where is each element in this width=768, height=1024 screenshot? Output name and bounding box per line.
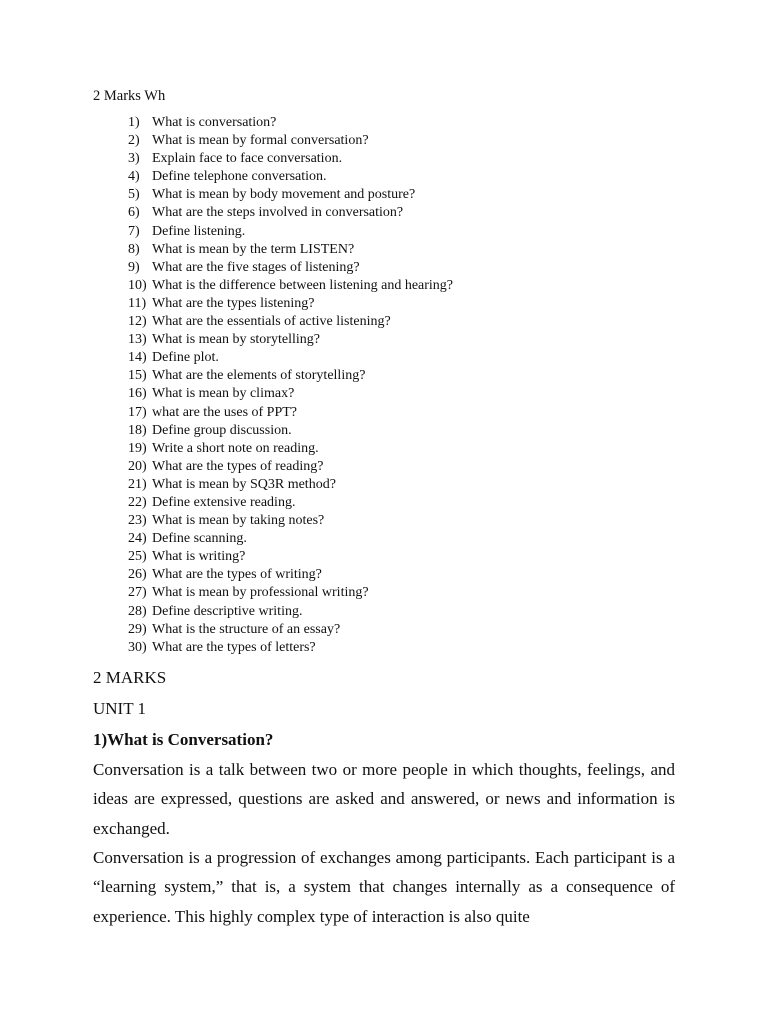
question-text: What is mean by body movement and posture? (152, 187, 416, 203)
question-number: 21) (128, 476, 147, 492)
question-number: 2) (128, 133, 140, 149)
question-item (128, 404, 453, 422)
question-item (128, 530, 453, 548)
question-number: 27) (128, 585, 147, 601)
question-text: What is conversation? (152, 115, 277, 130)
question-list (128, 114, 453, 657)
marks-heading: 2 MARKS (93, 668, 167, 687)
question-number: 19) (128, 440, 147, 456)
question-number: 1) (128, 115, 140, 130)
question-number: 24) (128, 531, 147, 547)
unit-heading: UNIT 1 (93, 699, 147, 718)
question-item (128, 349, 453, 367)
question-number: 23) (128, 513, 147, 529)
question-text: What is mean by taking notes? (152, 513, 325, 529)
answer-paragraph-2: Conversation is a progression of exchanges among participants. Each participant is a “learning system,” that is, a system that changes internally as a consequence of experience. This highly complex type of interaction is also quite (93, 848, 675, 926)
question-text: What are the types listening? (152, 295, 315, 311)
question-number: 14) (128, 350, 147, 366)
question-text: Define plot. (152, 350, 219, 366)
question-text: What is the difference between listening and hearing? (152, 277, 454, 293)
question-text: What is mean by storytelling? (152, 332, 320, 348)
question-text: What is mean by climax? (152, 386, 295, 402)
question-number: 9) (128, 259, 140, 275)
question-item (128, 422, 453, 440)
question-number: 30) (128, 639, 147, 655)
question-number: 20) (128, 458, 147, 474)
question-number: 13) (128, 332, 147, 348)
question-text: What are the types of reading? (152, 458, 324, 474)
question-number: 3) (128, 151, 140, 167)
question-number: 11) (128, 295, 147, 311)
question-number: 18) (128, 422, 147, 438)
question-item (128, 512, 453, 530)
question-item (128, 295, 453, 313)
question-text: What are the types of writing? (152, 567, 322, 583)
question-text: What is mean by SQ3R method? (152, 476, 336, 492)
question-item (128, 476, 453, 494)
question-item (128, 168, 453, 186)
question-text: Define extensive reading. (152, 494, 296, 510)
question-item (128, 639, 453, 657)
question-item (128, 440, 453, 458)
question-item (128, 494, 453, 512)
question-text: Explain face to face conversation. (152, 151, 343, 167)
question-number: 7) (128, 223, 140, 239)
question-number: 28) (128, 603, 147, 619)
question-number: 17) (128, 404, 147, 420)
question-text: Define descriptive writing. (152, 603, 303, 619)
question-text: What are the elements of storytelling? (152, 368, 366, 384)
question-text: what are the uses of PPT? (152, 404, 298, 420)
question-number: 26) (128, 567, 147, 583)
question-item (128, 313, 453, 331)
question-text: What is the structure of an essay? (152, 621, 341, 637)
page-header-title: 2 Marks Wh (93, 88, 166, 104)
question-number: 12) (128, 314, 147, 330)
question-item (128, 259, 453, 277)
question-item (128, 458, 453, 476)
question-text: Write a short note on reading. (152, 440, 319, 456)
question-item (128, 548, 453, 566)
question-number: 6) (128, 205, 140, 221)
question-item (128, 621, 453, 639)
question-text: What is writing? (152, 549, 246, 565)
question-number: 29) (128, 621, 147, 637)
question-item (128, 114, 453, 132)
question-text: Define group discussion. (152, 422, 292, 438)
question-item (128, 132, 453, 150)
question-text: What is mean by professional writing? (152, 585, 369, 601)
question-item (128, 584, 453, 602)
question-number: 8) (128, 241, 140, 257)
question-number: 25) (128, 549, 147, 565)
question-number: 10) (128, 277, 147, 293)
question-item (128, 385, 453, 403)
question-item (128, 204, 453, 222)
question-text: Define listening. (152, 223, 246, 239)
question-text: Define scanning. (152, 531, 247, 547)
question-item (128, 241, 453, 259)
question-text: What are the steps involved in conversation? (152, 205, 404, 221)
question-number: 22) (128, 494, 147, 510)
question-number: 4) (128, 169, 140, 185)
question-number: 5) (128, 187, 140, 203)
question-number: 16) (128, 386, 147, 402)
question-text: What is mean by the term LISTEN? (152, 241, 355, 257)
question-item (128, 331, 453, 349)
question-text: What are the essentials of active listening? (152, 314, 391, 330)
question-title: 1)What is Conversation? (93, 730, 274, 749)
question-item (128, 367, 453, 385)
question-item (128, 566, 453, 584)
question-item (128, 277, 453, 295)
question-number: 15) (128, 368, 147, 384)
question-item (128, 150, 453, 168)
question-text: What are the types of letters? (152, 639, 316, 655)
question-text: Define telephone conversation. (152, 169, 327, 185)
question-text: What is mean by formal conversation? (152, 133, 369, 149)
question-item (128, 603, 453, 621)
question-text: What are the five stages of listening? (152, 259, 360, 275)
question-item (128, 223, 453, 241)
question-item (128, 186, 453, 204)
answer-paragraph-1: Conversation is a talk between two or more people in which thoughts, feelings, and ideas are expressed, questions are asked and answered, or news and information is exchanged. (93, 760, 675, 838)
